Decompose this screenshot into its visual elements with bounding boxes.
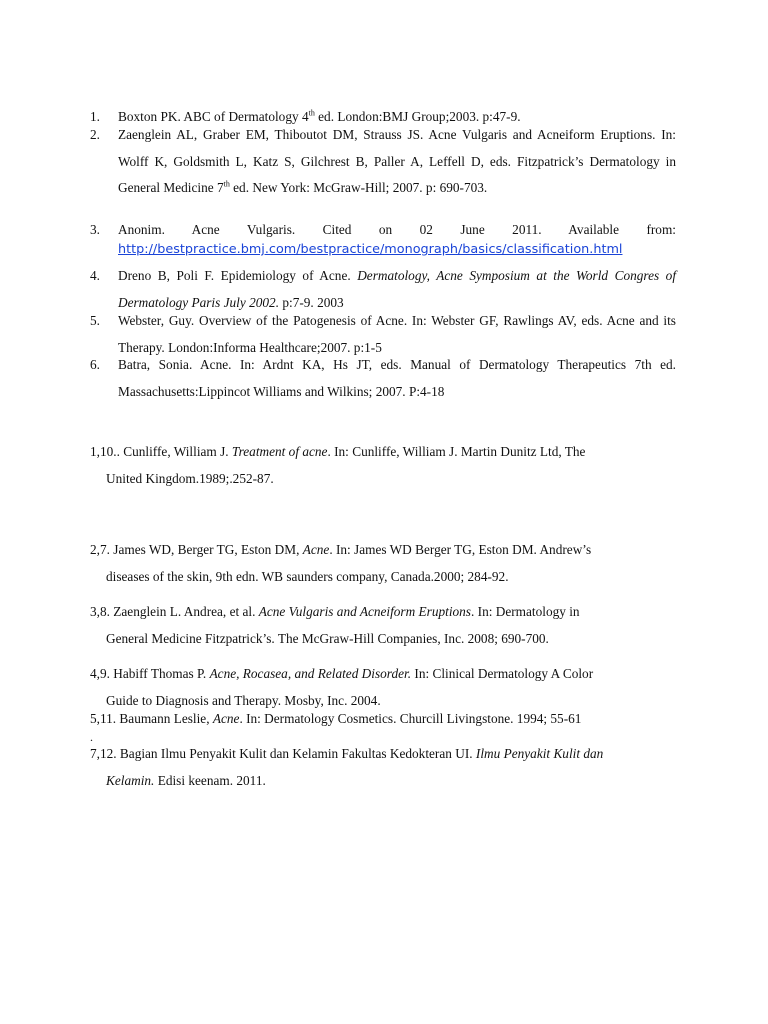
reference-text: 4,9. Habiff Thomas P. xyxy=(90,666,210,681)
reference-text: ed. London:BMJ Group;2003. p:47-9. xyxy=(314,109,521,124)
reference-entry xyxy=(90,438,680,492)
list-number: 2. xyxy=(90,127,100,142)
reference-text: . In: Cunliffe, William J. Martin Dunitz Ltd, The xyxy=(327,444,586,459)
reference-text: 7,12. Bagian Ilmu Penyakit Kulit dan Kelamin Fakultas Kedokteran UI. xyxy=(90,746,476,761)
reference-text: . In: James WD Berger TG, Eston DM. Andrew’s xyxy=(329,542,592,557)
reference-text: 5,11. Baumann Leslie, xyxy=(90,711,213,726)
reference-text: 1,10.. Cunliffe, William J. xyxy=(90,444,232,459)
reference-title: Acne xyxy=(212,711,240,726)
list-number: 3. xyxy=(90,222,100,237)
reference-entry xyxy=(90,598,680,652)
list-item xyxy=(90,122,676,202)
reference-text: Batra, Sonia. Acne. In: Ardnt KA, Hs JT, eds. Manual of Dermatology Therapeutics 7th ed. Massachusetts:Lippincot Williams and Wilkins; 2007. P:4-18 xyxy=(118,357,676,399)
reference-title: Treatment of acne xyxy=(231,444,328,459)
reference-entry xyxy=(90,705,680,732)
reference-title: Dermatology, Acne Symposium at the World Congres of Dermatology Paris July 2002. xyxy=(118,268,677,310)
reference-text: Boxton PK. ABC of Dermatology 4 xyxy=(118,109,309,124)
reference-text: ed. New York: McGraw-Hill; 2007. p: 690-703. xyxy=(229,180,488,195)
reference-title: Ilmu Penyakit Kulit dan xyxy=(475,746,604,761)
reference-entry xyxy=(90,740,680,794)
list-item xyxy=(90,352,676,405)
reference-title: Acne xyxy=(302,542,330,557)
reference-text: Guide to Diagnosis and Therapy. Mosby, Inc. 2004. xyxy=(106,693,381,708)
reference-link[interactable]: http://bestpractice.bmj.com/bestpractice/monograph/basics/classification.html xyxy=(118,242,623,257)
reference-text: Zaenglein AL, Graber EM, Thiboutot DM, Strauss JS. Acne Vulgaris and Acneiform Eruptions. In: Wolff K, Goldsmith L, Katz S, Gilchrest B, Paller A, Leffell D, eds. Fitzpatrick’s Dermatology in General Medicine 7 xyxy=(118,127,676,195)
list-item xyxy=(90,221,676,260)
reference-text: diseases of the skin, 9th edn. WB saunders company, Canada.2000; 284-92. xyxy=(106,569,509,584)
reference-entry xyxy=(90,536,680,590)
reference-text: 3,8. Zaenglein L. Andrea, et al. xyxy=(90,604,259,619)
reference-text: General Medicine Fitzpatrick’s. The McGraw-Hill Companies, Inc. 2008; 690-700. xyxy=(106,631,549,646)
reference-text: In: Clinical Dermatology A Color xyxy=(411,666,594,681)
list-number: 5. xyxy=(90,313,100,328)
reference-text: . In: Dermatology Cosmetics. Churcill Livingstone. 1994; 55-61 xyxy=(239,711,582,726)
reference-title: Acne Vulgaris and Acneiform Eruptions xyxy=(258,604,471,619)
superscript: th xyxy=(308,108,315,118)
reference-text: Anonim. Acne Vulgaris. Cited on 02 June 2011. Available from: xyxy=(118,222,676,237)
list-number: 4. xyxy=(90,268,100,283)
reference-text: Edisi keenam. 2011. xyxy=(154,773,266,788)
reference-text: Dreno B, Poli F. Epidemiology of Acne. xyxy=(118,268,358,283)
reference-title: Acne, Rocasea, and Related Disorder. xyxy=(209,666,412,681)
superscript: th xyxy=(223,179,230,189)
reference-text: 2,7. James WD, Berger TG, Eston DM, xyxy=(90,542,303,557)
reference-text: p:7-9. 2003 xyxy=(279,294,344,310)
reference-text: Webster, Guy. Overview of the Patogenesis of Acne. In: Webster GF, Rawlings AV, eds. Acne and its Therapy. London:Informa Healthcare;2007. p:1-5 xyxy=(118,313,676,355)
reference-text: . In: Dermatology in xyxy=(471,604,580,619)
stray-dot: . xyxy=(90,730,93,744)
list-number: 6. xyxy=(90,357,100,372)
reference-text: United Kingdom.1989;.252-87. xyxy=(106,471,274,486)
reference-title: Kelamin. xyxy=(106,773,155,788)
list-number: 1. xyxy=(90,109,100,124)
